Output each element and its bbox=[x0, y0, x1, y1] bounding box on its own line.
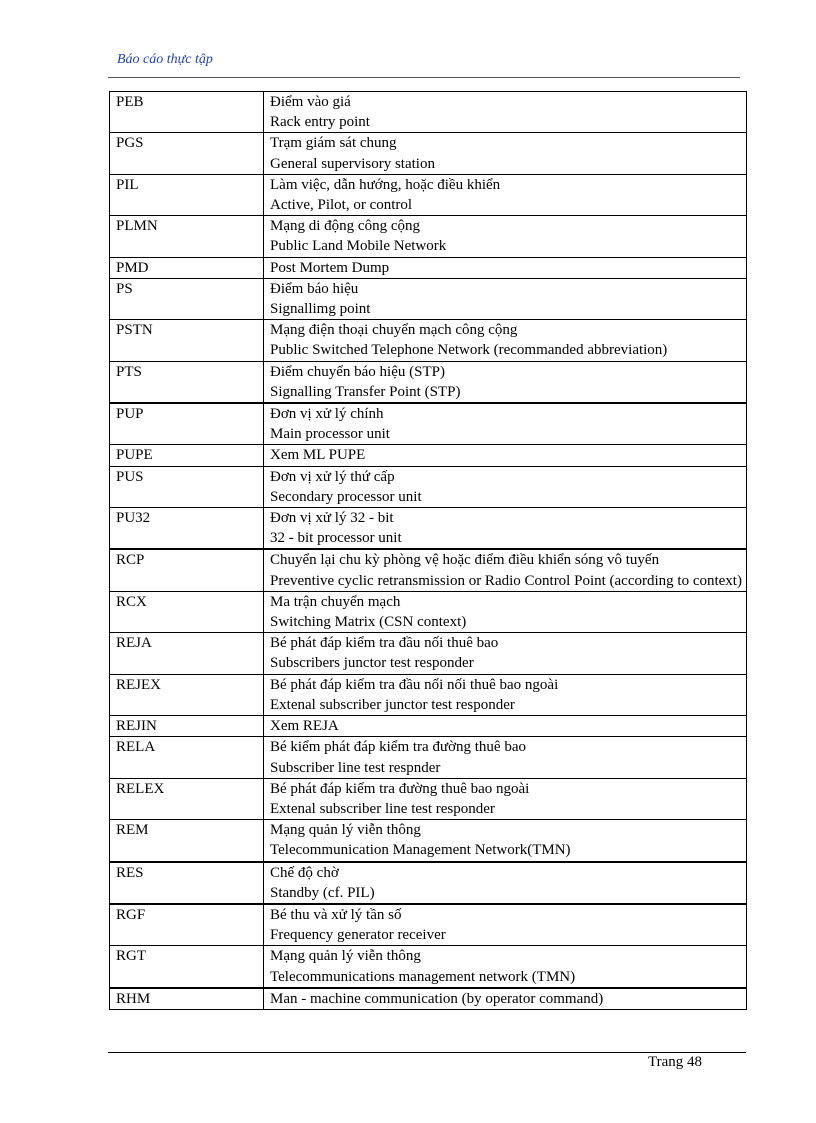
table-row bbox=[110, 591, 747, 632]
description-cell bbox=[264, 820, 747, 862]
description-cell bbox=[264, 904, 747, 946]
description-cell bbox=[264, 278, 747, 319]
description-cell bbox=[264, 174, 747, 215]
english-description: Public Switched Telephone Network (recommanded abbreviation) bbox=[270, 342, 668, 359]
table-row bbox=[110, 946, 747, 988]
description-cell bbox=[264, 133, 747, 174]
footer-divider bbox=[108, 1052, 746, 1053]
vietnamese-description: Điểm báo hiệu bbox=[270, 280, 359, 297]
abbreviation-cell: PTS bbox=[110, 361, 264, 403]
description-cell bbox=[264, 466, 747, 507]
english-description: Signalling Transfer Point (STP) bbox=[270, 383, 461, 400]
table-row bbox=[110, 508, 747, 550]
abbreviation-cell: RCP bbox=[110, 549, 264, 591]
english-description: 32 - bit processor unit bbox=[270, 530, 402, 547]
abbreviation-table-body bbox=[110, 92, 747, 1010]
table-row bbox=[110, 716, 747, 737]
abbreviation-cell: REJEX bbox=[110, 674, 264, 715]
abbreviation-cell: REM bbox=[110, 820, 264, 862]
vietnamese-description: Chuyển lại chu kỳ phòng vệ hoặc điểm điều khiển sóng vô tuyến bbox=[270, 552, 660, 569]
table-row bbox=[110, 737, 747, 778]
abbreviation-cell: PMD bbox=[110, 257, 264, 278]
english-description: Public Land Mobile Network bbox=[270, 238, 447, 255]
table-row bbox=[110, 549, 747, 591]
english-description: Switching Matrix (CSN context) bbox=[270, 614, 467, 631]
abbreviation-cell: RES bbox=[110, 862, 264, 904]
table-row bbox=[110, 320, 747, 361]
vietnamese-description: Đơn vị xử lý chính bbox=[270, 406, 384, 423]
vietnamese-description: Bé phát đáp kiểm tra đường thuê bao ngoài bbox=[270, 780, 530, 797]
description-cell bbox=[264, 216, 747, 257]
description-cell bbox=[264, 988, 747, 1010]
abbreviation-cell: REJA bbox=[110, 633, 264, 674]
english-description: Extenal subscriber line test responder bbox=[270, 800, 495, 817]
vietnamese-description: Trạm giám sát chung bbox=[270, 135, 397, 152]
description-cell bbox=[264, 591, 747, 632]
abbreviation-cell: RELA bbox=[110, 737, 264, 778]
abbreviation-cell: PIL bbox=[110, 174, 264, 215]
abbreviation-cell: PUS bbox=[110, 466, 264, 507]
table-row bbox=[110, 674, 747, 715]
table-row bbox=[110, 133, 747, 174]
page-header-title: Báo cáo thực tập bbox=[117, 52, 213, 67]
english-description: Telecommunications management network (TMN) bbox=[270, 968, 576, 985]
table-row bbox=[110, 216, 747, 257]
english-description: Rack entry point bbox=[270, 114, 370, 131]
vietnamese-description: Chế độ chờ bbox=[270, 864, 339, 881]
description-cell bbox=[264, 320, 747, 361]
table-row bbox=[110, 904, 747, 946]
vietnamese-description: Ma trận chuyển mạch bbox=[270, 593, 401, 610]
english-description: Main processor unit bbox=[270, 426, 390, 443]
vietnamese-description: Mạng di động công cộng bbox=[270, 218, 420, 235]
english-description: Extenal subscriber junctor test responder bbox=[270, 696, 515, 713]
abbreviation-cell: REJIN bbox=[110, 716, 264, 737]
vietnamese-description: Điểm chuyển báo hiệu (STP) bbox=[270, 363, 445, 380]
description-cell bbox=[264, 737, 747, 778]
english-description: Signallimg point bbox=[270, 301, 371, 318]
abbreviation-cell: RCX bbox=[110, 591, 264, 632]
description-cell bbox=[264, 361, 747, 403]
abbreviation-cell: RGT bbox=[110, 946, 264, 988]
description-cell bbox=[264, 445, 747, 466]
abbreviation-cell: PUP bbox=[110, 403, 264, 445]
table-row bbox=[110, 778, 747, 819]
vietnamese-description: Man - machine communication (by operator command) bbox=[270, 990, 604, 1007]
description-cell bbox=[264, 716, 747, 737]
english-description: Preventive cyclic retransmission or Radio Control Point (according to context) bbox=[270, 572, 742, 589]
table-row bbox=[110, 820, 747, 862]
vietnamese-description: Bé phát đáp kiểm tra đầu nối thuê bao bbox=[270, 635, 499, 652]
vietnamese-description: Làm việc, dẫn hướng, hoặc điều khiển bbox=[270, 176, 501, 193]
abbreviation-cell: RELEX bbox=[110, 778, 264, 819]
abbreviation-cell: PU32 bbox=[110, 508, 264, 550]
abbreviation-cell: PS bbox=[110, 278, 264, 319]
description-cell bbox=[264, 508, 747, 550]
description-cell bbox=[264, 674, 747, 715]
table-row bbox=[110, 988, 747, 1010]
vietnamese-description: Mạng quản lý viễn thông bbox=[270, 948, 421, 965]
table-row bbox=[110, 466, 747, 507]
vietnamese-description: Bé phát đáp kiểm tra đầu nối nối thuê bao ngoài bbox=[270, 676, 559, 693]
abbreviation-table bbox=[109, 91, 747, 1010]
english-description: Telecommunication Management Network(TMN) bbox=[270, 842, 571, 859]
vietnamese-description: Bé thu và xử lý tần số bbox=[270, 906, 402, 923]
description-cell bbox=[264, 862, 747, 904]
vietnamese-description: Đơn vị xử lý 32 - bit bbox=[270, 510, 394, 527]
table-row bbox=[110, 92, 747, 133]
vietnamese-description: Xem ML PUPE bbox=[270, 447, 366, 464]
table-row bbox=[110, 257, 747, 278]
description-cell bbox=[264, 257, 747, 278]
header-divider bbox=[108, 77, 740, 78]
description-cell bbox=[264, 92, 747, 133]
english-description: Standby (cf. PIL) bbox=[270, 884, 375, 901]
description-cell bbox=[264, 403, 747, 445]
page-number: Trang 48 bbox=[648, 1054, 703, 1070]
abbreviation-cell: PSTN bbox=[110, 320, 264, 361]
vietnamese-description: Mạng quản lý viễn thông bbox=[270, 822, 421, 839]
description-cell bbox=[264, 778, 747, 819]
abbreviation-cell: RHM bbox=[110, 988, 264, 1010]
table-row bbox=[110, 361, 747, 403]
table-row bbox=[110, 445, 747, 466]
vietnamese-description: Đơn vị xử lý thứ cấp bbox=[270, 468, 395, 485]
abbreviation-cell: PUPE bbox=[110, 445, 264, 466]
abbreviation-cell: RGF bbox=[110, 904, 264, 946]
vietnamese-description: Điểm vào giá bbox=[270, 94, 351, 110]
vietnamese-description: Bé kiểm phát đáp kiểm tra đường thuê bao bbox=[270, 739, 526, 756]
english-description: Frequency generator receiver bbox=[270, 927, 446, 944]
description-cell bbox=[264, 946, 747, 988]
english-description: General supervisory station bbox=[270, 155, 435, 172]
table-row bbox=[110, 633, 747, 674]
abbreviation-cell: PGS bbox=[110, 133, 264, 174]
abbreviation-cell: PEB bbox=[110, 92, 264, 133]
vietnamese-description: Xem REJA bbox=[270, 718, 339, 735]
vietnamese-description: Mạng điện thoại chuyển mạch công cộng bbox=[270, 322, 518, 339]
vietnamese-description: Post Mortem Dump bbox=[270, 259, 390, 276]
description-cell bbox=[264, 633, 747, 674]
english-description: Subscribers junctor test responder bbox=[270, 655, 474, 672]
english-description: Subscriber line test respnder bbox=[270, 759, 441, 776]
abbreviation-cell: PLMN bbox=[110, 216, 264, 257]
table-row bbox=[110, 862, 747, 904]
description-cell bbox=[264, 549, 747, 591]
table-row bbox=[110, 174, 747, 215]
english-description: Active, Pilot, or control bbox=[270, 197, 413, 214]
table-row bbox=[110, 278, 747, 319]
english-description: Secondary processor unit bbox=[270, 488, 422, 505]
table-row bbox=[110, 403, 747, 445]
